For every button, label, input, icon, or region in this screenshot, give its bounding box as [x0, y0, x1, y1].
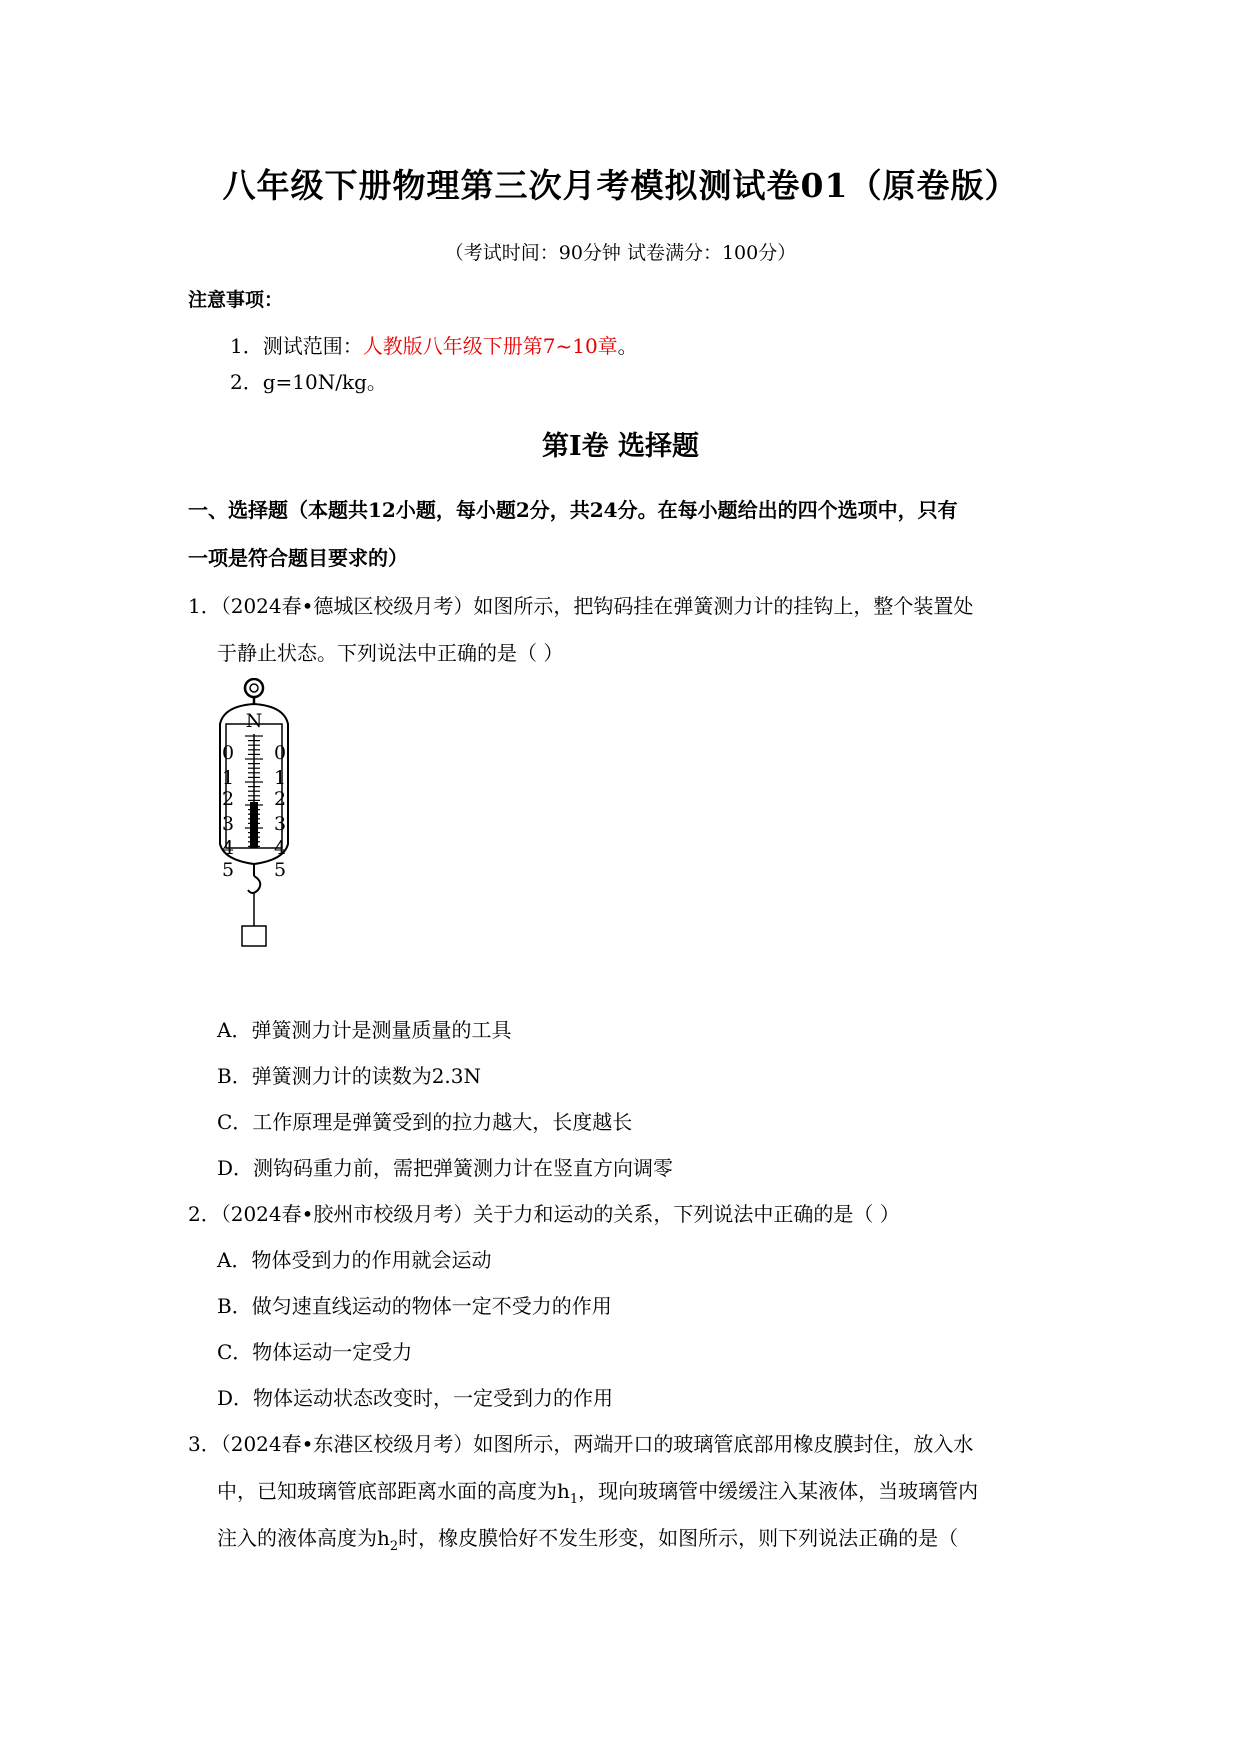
- exam-info: （考试时间：90分钟 试卷满分：100分）: [444, 242, 797, 264]
- question-3-line-2-end: ，现向玻璃管中缓缓注入某液体，当玻璃管内: [578, 1479, 979, 1503]
- question-3-stem-line-1: 3．（2024春•东港区校级月考）如图所示，两端开口的玻璃管底部用橡皮膜封住，放入水: [188, 1432, 974, 1456]
- scale-label-right: 0: [273, 742, 287, 764]
- document-title: 八年级下册物理第三次月考模拟测试卷01（原卷版）: [222, 166, 1019, 205]
- question-1-option-a: A．弹簧测力计是测量质量的工具: [217, 1018, 512, 1042]
- scale-label-right: 3: [273, 813, 287, 835]
- note-item-2: 2．g=10N/kg。: [230, 370, 387, 394]
- question-3-line-2-start: 中，已知玻璃管底部距离水面的高度为h: [217, 1479, 570, 1503]
- section-heading-line-2: 一项是符合题目要求的）: [188, 546, 408, 570]
- hook-weight: [242, 926, 266, 946]
- section-heading-line-1: 一、选择题（本题共12小题，每小题2分，共24分。在每小题给出的四个选项中，只有: [188, 498, 958, 522]
- scale-label-right: 2: [273, 788, 287, 810]
- scale-label-left: 1: [221, 767, 235, 789]
- scale-label-left: 3: [221, 813, 235, 835]
- question-3-line-3-end: 时，橡皮膜恰好不发生形变，如图所示，则下列说法正确的是（: [398, 1526, 959, 1550]
- spring-scale-figure: [214, 678, 294, 978]
- question-2-stem: 2．（2024春•胶州市校级月考）关于力和运动的关系，下列说法中正确的是（ ）: [188, 1202, 900, 1226]
- part-title: 第Ⅰ卷 选择题: [541, 431, 700, 462]
- question-2-option-a: A．物体受到力的作用就会运动: [217, 1248, 492, 1272]
- note-item-1-prefix: 1．测试范围：: [230, 334, 363, 358]
- scale-label-left: 5: [221, 859, 235, 881]
- question-1-stem-line-1: 1．（2024春•德城区校级月考）如图所示，把钩码挂在弹簧测力计的挂钩上，整个装置处: [188, 594, 974, 618]
- question-2-option-d: D．物体运动状态改变时，一定受到力的作用: [217, 1386, 614, 1410]
- note-item-1-scope: 人教版八年级下册第7~10章: [362, 334, 618, 358]
- question-1-option-b: B．弹簧测力计的读数为2.3N: [217, 1064, 482, 1088]
- note-item-1: [230, 330, 638, 359]
- question-1-option-d: D．测钩码重力前，需把弹簧测力计在竖直方向调零: [217, 1156, 674, 1180]
- scale-label-left: 4: [221, 837, 235, 859]
- question-1-option-c: C．工作原理是弹簧受到的拉力越大，长度越长: [217, 1110, 633, 1134]
- scale-label-left: 0: [221, 742, 235, 764]
- note-item-1-suffix: 。: [617, 334, 638, 358]
- scale-label-left: 2: [221, 788, 235, 810]
- scale-label-right: 1: [273, 767, 287, 789]
- question-3-line-3-start: 注入的液体高度为h: [217, 1526, 390, 1550]
- question-3-stem-line-3: [217, 1522, 958, 1554]
- subscript-1: 1: [569, 1492, 579, 1507]
- question-3-stem-line-2: [217, 1475, 978, 1507]
- subscript-2: 2: [389, 1539, 399, 1554]
- question-2-option-b: B．做匀速直线运动的物体一定不受力的作用: [217, 1294, 612, 1318]
- notes-heading: 注意事项：: [188, 289, 284, 311]
- question-1-stem-line-2: 于静止状态。下列说法中正确的是（ ）: [217, 641, 564, 665]
- spring-indicator: [250, 802, 258, 848]
- scale-label-right: 4: [273, 837, 287, 859]
- scale-label-right: 5: [273, 859, 287, 881]
- question-2-option-c: C．物体运动一定受力: [217, 1340, 413, 1364]
- scale-unit-label: N: [245, 710, 263, 732]
